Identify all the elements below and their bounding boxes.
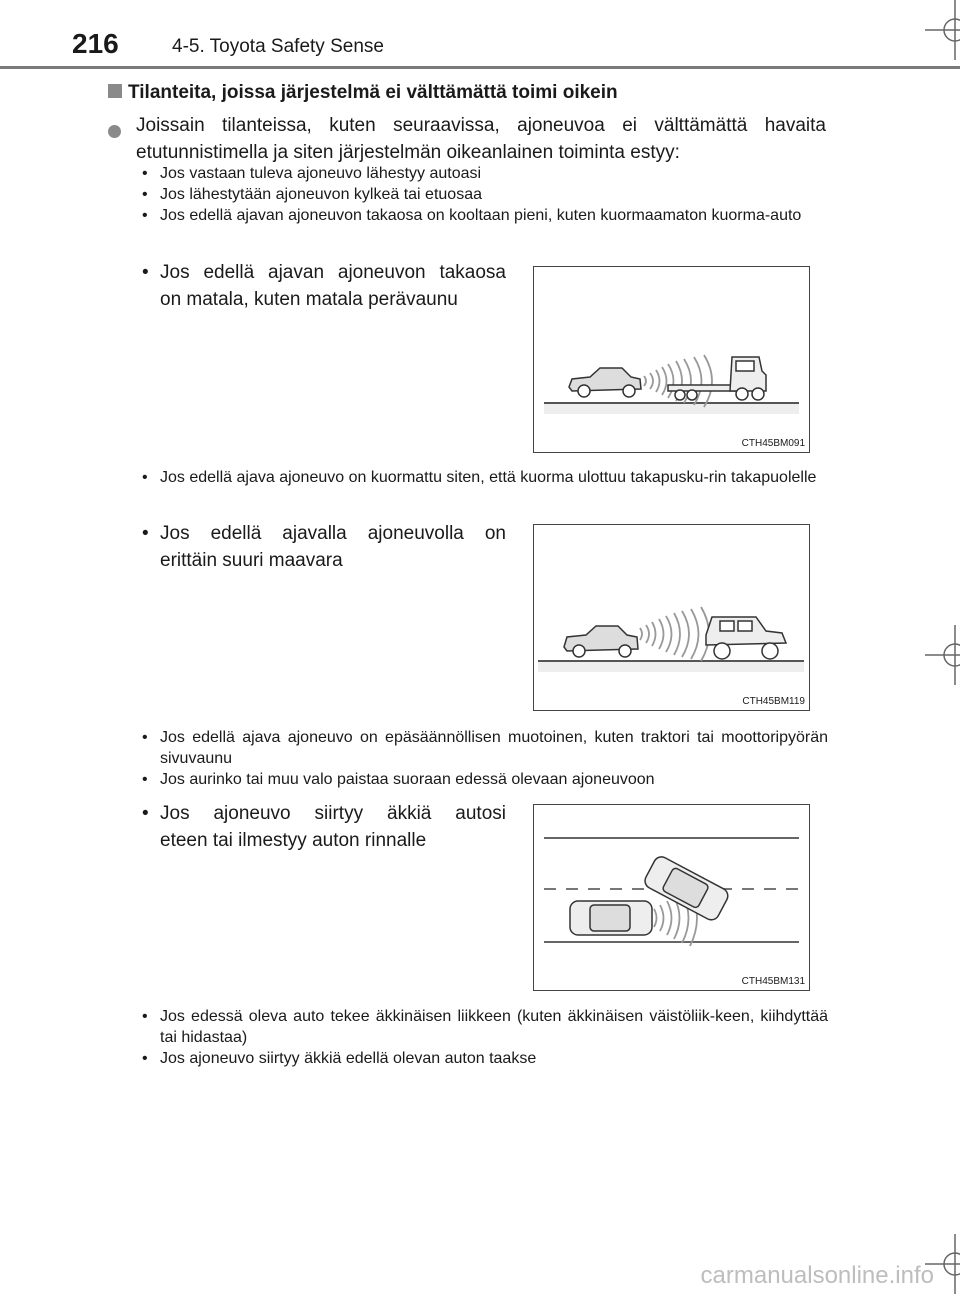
figure1-caption: • Jos edellä ajavan ajoneuvon takaosa on matala, kuten matala perävaunu [138, 259, 506, 313]
bullet-list-4 [138, 1006, 828, 1069]
list-item: • Jos edessä oleva auto tekee äkkinäisen liikkeen (kuten äkkinäisen väistöliik-keen, kiihdyttää tai hidastaa) [138, 1006, 828, 1048]
intro-paragraph [108, 112, 826, 166]
list-item: • Jos ajoneuvo siirtyy äkkiä edellä olevan auton taakse [138, 1048, 828, 1069]
list-item: • Jos edellä ajava ajoneuvo on kuormattu siten, että kuorma ulottuu takapusku-rin takapuolelle [138, 467, 828, 488]
list-item: • Jos vastaan tuleva ajoneuvo lähestyy autoasi [138, 163, 828, 184]
bullet-list-2 [138, 467, 828, 488]
figure2-illustration [534, 525, 809, 710]
circle-bullet-icon [108, 120, 121, 147]
figure3-caption: • Jos ajoneuvo siirtyy äkkiä autosi eteen tai ilmestyy auton rinnalle [138, 800, 506, 854]
square-bullet-icon [108, 84, 122, 98]
figure1-box [533, 266, 810, 453]
figure3-caption-line1: Jos ajoneuvo siirtyy äkkiä autosi [160, 803, 506, 824]
car-icon [569, 368, 641, 397]
figure2-code: CTH45BM119 [742, 696, 805, 707]
page-number: 216 [72, 28, 119, 59]
header-divider [0, 66, 960, 69]
truck-icon [730, 357, 766, 400]
list-item: • Jos aurinko tai muu valo paistaa suoraan edessä olevaan ajoneuvoon [138, 769, 828, 790]
section-heading [108, 82, 618, 104]
chapter-title: 4-5. Toyota Safety Sense [172, 36, 384, 57]
section-heading-text: Tilanteita, joissa järjestelmä ei välttämättä toimi oikein [128, 82, 618, 103]
figure3-code: CTH45BM131 [741, 976, 805, 987]
figure1-illustration [534, 267, 809, 452]
figure2-caption: • Jos edellä ajavalla ajoneuvolla on erittäin suuri maavara [138, 520, 506, 574]
figure1-caption-line2: on matala, kuten matala perävaunu [160, 289, 458, 310]
car-top-view-icon [570, 901, 652, 935]
bullet-list-1 [138, 163, 828, 226]
registration-mark-top-right [925, 0, 960, 60]
registration-mark-mid-right [925, 625, 960, 685]
figure3-illustration [534, 805, 809, 990]
list-item: • Jos edellä ajava ajoneuvo on epäsäännöllisen muotoinen, kuten traktori tai moottoripyörän sivuvaunu [138, 727, 828, 769]
figure2-caption-line1: Jos edellä ajavalla ajoneuvolla on [160, 523, 506, 544]
car-icon [564, 626, 638, 657]
figure2-box [533, 524, 810, 711]
figure3-caption-line2: eteen tai ilmestyy auton rinnalle [160, 830, 427, 851]
figure1-caption-line1: Jos edellä ajavan ajoneuvon takaosa [160, 262, 506, 283]
high-clearance-suv-icon [706, 617, 786, 659]
list-item: • Jos edellä ajavan ajoneuvon takaosa on kooltaan pieni, kuten kuormaamaton kuorma-auto [138, 205, 828, 226]
figure1-code: CTH45BM091 [741, 438, 805, 449]
low-trailer-icon [668, 385, 740, 400]
watermark: carmanualsonline.info [700, 1262, 934, 1289]
radar-waves-icon [640, 607, 709, 661]
list-item: • Jos lähestytään ajoneuvon kylkeä tai etuosaa [138, 184, 828, 205]
figure3-box [533, 804, 810, 991]
bullet-list-3 [138, 727, 828, 790]
figure2-caption-line2: erittäin suuri maavara [160, 550, 343, 571]
intro-text: Joissain tilanteissa, kuten seuraavissa, ajoneuvoa ei välttämättä havaita etutunnistimella ja siten järjestelmän oikeanlainen toiminta estyy: [136, 115, 826, 163]
